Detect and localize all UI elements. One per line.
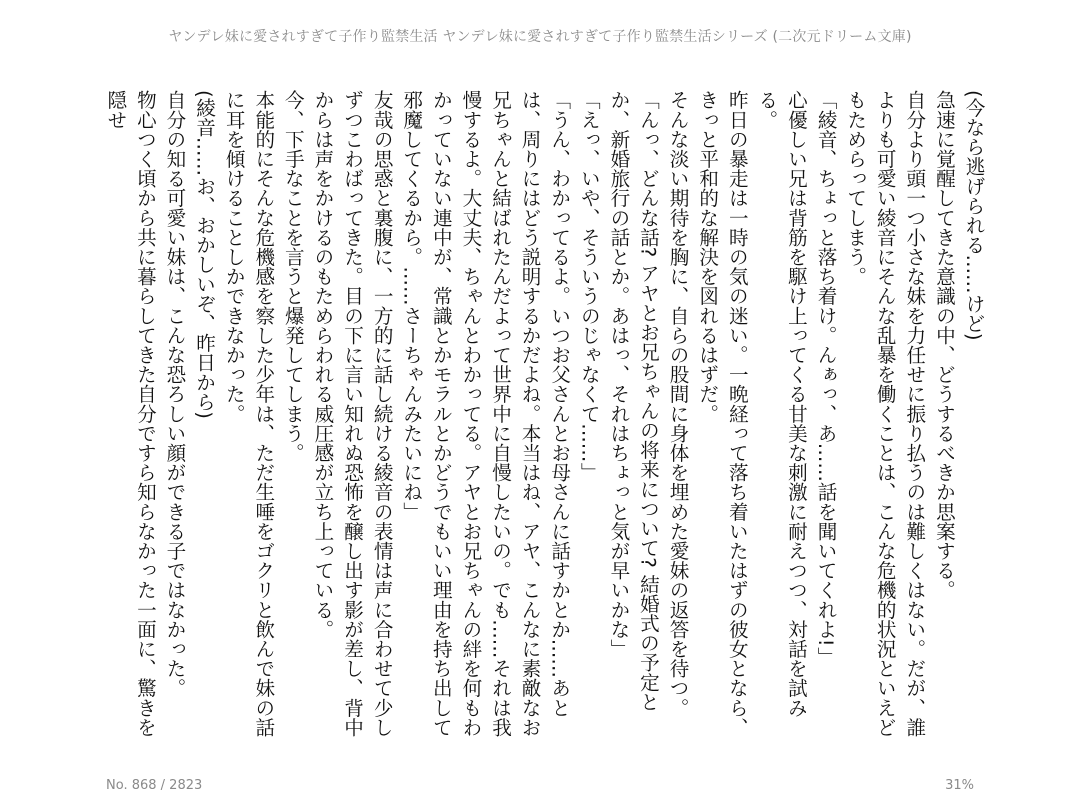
paragraph: (綾音……お、おかしいぞ、昨日から) bbox=[192, 90, 216, 419]
paragraph: 「綾音、ちょっと落ち着け。んぁっ、あ……話を聞いてくれよ!」 bbox=[814, 90, 838, 667]
paragraph: 「うん、わかってるよ。いつお父さんとお母さんに話すかとか……あとは、周りにはどう説明するかだよね。本当はね、アヤ、こんなに素敵なお兄ちゃんと結ばれたんだよって世界中に自慢したいの。でも……それは我慢するよ。大丈夫、ちゃんとわかってる。アヤとお兄ちゃんの絆を何もわかっていない連中が、常識とかモラルとかどうでもいい理由を持ち出して邪魔してくるから。……さーちゃんみたいにね」 bbox=[399, 90, 571, 737]
paragraph: 心優しい兄は背筋を駆け上ってくる甘美な刺激に耐えつつ、対話を試みる。 bbox=[754, 90, 808, 718]
paragraph: 本能的にそんな危機感を察した少年は、ただ生唾をゴクリと飲んで妹の話に耳を傾けることしかできなかった。 bbox=[222, 90, 275, 737]
reading-page[interactable] bbox=[103, 90, 988, 750]
progress-percent: 31% bbox=[945, 778, 974, 793]
paragraph: 昨日の暴走は一時の気の迷い。一晩経って落ち着いたはずの彼女となら、きっと平和的な解決を図れるはずだ。 bbox=[695, 90, 749, 737]
paragraph: 今、下手なことを言うと爆発してしまう。 bbox=[281, 90, 305, 463]
paragraph: 「んっ、どんな話? アヤとお兄ちゃんの将来について? 結婚式の予定とか、新婚旅行の話とか。あはっ、それはちょっと気が早いかな」 bbox=[606, 90, 660, 712]
paragraph: (今なら逃げられる……けど) bbox=[962, 90, 985, 341]
paragraph: 「えっ、いや、そういうのじゃなくて……」 bbox=[577, 90, 601, 482]
vertical-text-column bbox=[103, 90, 988, 750]
book-title-header: ヤンデレ妹に愛されすぎて子作り監禁生活 ヤンデレ妹に愛されすぎて子作り監禁生活シリーズ (二次元ドリーム文庫) bbox=[168, 29, 912, 45]
paragraph: 自分の知る可愛い妹は、こんな恐ろしい顔ができる子ではなかった。 bbox=[162, 90, 186, 698]
paragraph: そんな淡い期待を胸に、自らの股間に身体を埋めた愛妹の返答を待つ。 bbox=[666, 90, 690, 718]
location-indicator: No. 868 / 2823 bbox=[106, 778, 203, 793]
paragraph: 物心つく頃から共に暮らしてきた自分ですら知らなかった一面に、驚きを隠せ bbox=[103, 90, 157, 737]
paragraph: 急速に覚醒してきた意識の中、どうするべきか思案する。 bbox=[932, 90, 956, 600]
paragraph: 友哉の思惑と裏腹に、一方的に話し続ける綾音の表情は声に合わせて少しずつこわばってきた。目の下に言い知れぬ恐怖を醸し出す影が差し、背中からは声をかけるのもためらわれる威圧感が立ち上っている。 bbox=[310, 90, 394, 737]
paragraph: 自分より頭一つ小さな妹を力任せに振り払うのは難しくはない。だが、誰よりも可愛い綾音にそんな乱暴を働くことは、こんな危機的状況といえどもためらってしまう。 bbox=[843, 90, 926, 737]
